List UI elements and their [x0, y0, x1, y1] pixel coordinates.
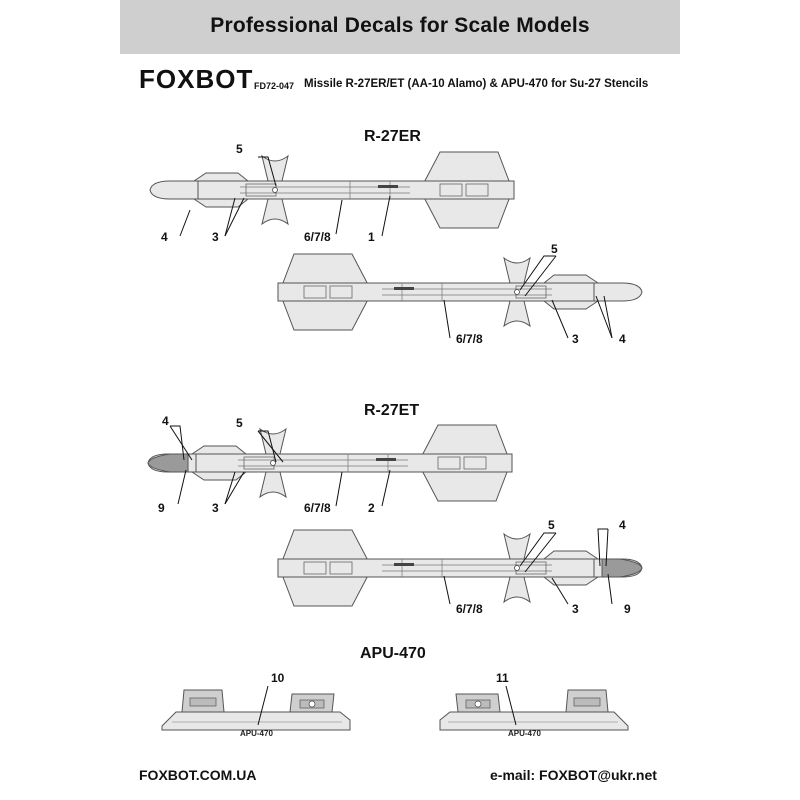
section-title-r27er: R-27ER: [364, 128, 421, 145]
pylon-label-right: APU-470: [508, 729, 541, 738]
callout-er-top-678: 6/7/8: [304, 230, 331, 244]
leader-lines: [170, 157, 612, 725]
callout-et-bottom-3: 3: [572, 602, 579, 616]
footer-website: FOXBOT.COM.UA: [139, 767, 257, 783]
missile-r27er-top: [150, 152, 514, 228]
section-title-r27et: R-27ET: [364, 402, 420, 419]
missile-r27er-bottom: [278, 254, 642, 330]
callout-et-top-678: 6/7/8: [304, 501, 331, 515]
callout-er-bottom-5: 5: [551, 242, 558, 256]
section-title-apu470: APU-470: [360, 645, 426, 662]
callout-er-bottom-3: 3: [572, 332, 579, 346]
pylon-apu470-left: [162, 690, 350, 730]
callout-er-top-3: 3: [212, 230, 219, 244]
callout-er-top-4: 4: [161, 230, 168, 244]
callout-er-bottom-678: 6/7/8: [456, 332, 483, 346]
pylon-label-left: APU-470: [240, 729, 273, 738]
callout-er-top-1: 1: [368, 230, 375, 244]
pylon-apu470-right: [440, 690, 628, 730]
callout-et-bottom-678: 6/7/8: [456, 602, 483, 616]
callout-apu-11: 11: [496, 671, 509, 685]
callout-apu-10: 10: [271, 671, 285, 685]
brand-logo: FOXBOT: [139, 64, 254, 94]
callout-et-top-2: 2: [368, 501, 375, 515]
footer-email: e-mail: FOXBOT@ukr.net: [490, 767, 657, 783]
product-subtitle: Missile R-27ER/ET (AA-10 Alamo) & APU-470 for Su-27 Stencils: [304, 78, 649, 90]
callout-er-bottom-4: 4: [619, 332, 626, 346]
callout-et-bottom-9: 9: [624, 602, 631, 616]
callout-et-bottom-4: 4: [619, 518, 626, 532]
callout-er-top-5: 5: [236, 142, 243, 156]
product-code: FD72-047: [254, 81, 295, 91]
missile-r27et-top: [148, 425, 512, 501]
callout-et-top-3: 3: [212, 501, 219, 515]
callout-et-top-9: 9: [158, 501, 165, 515]
callout-et-top-4: 4: [162, 414, 169, 428]
missile-r27et-bottom: [278, 530, 642, 606]
header-title: Professional Decals for Scale Models: [210, 14, 590, 37]
callout-et-top-5: 5: [236, 416, 243, 430]
callout-et-bottom-5: 5: [548, 518, 555, 532]
